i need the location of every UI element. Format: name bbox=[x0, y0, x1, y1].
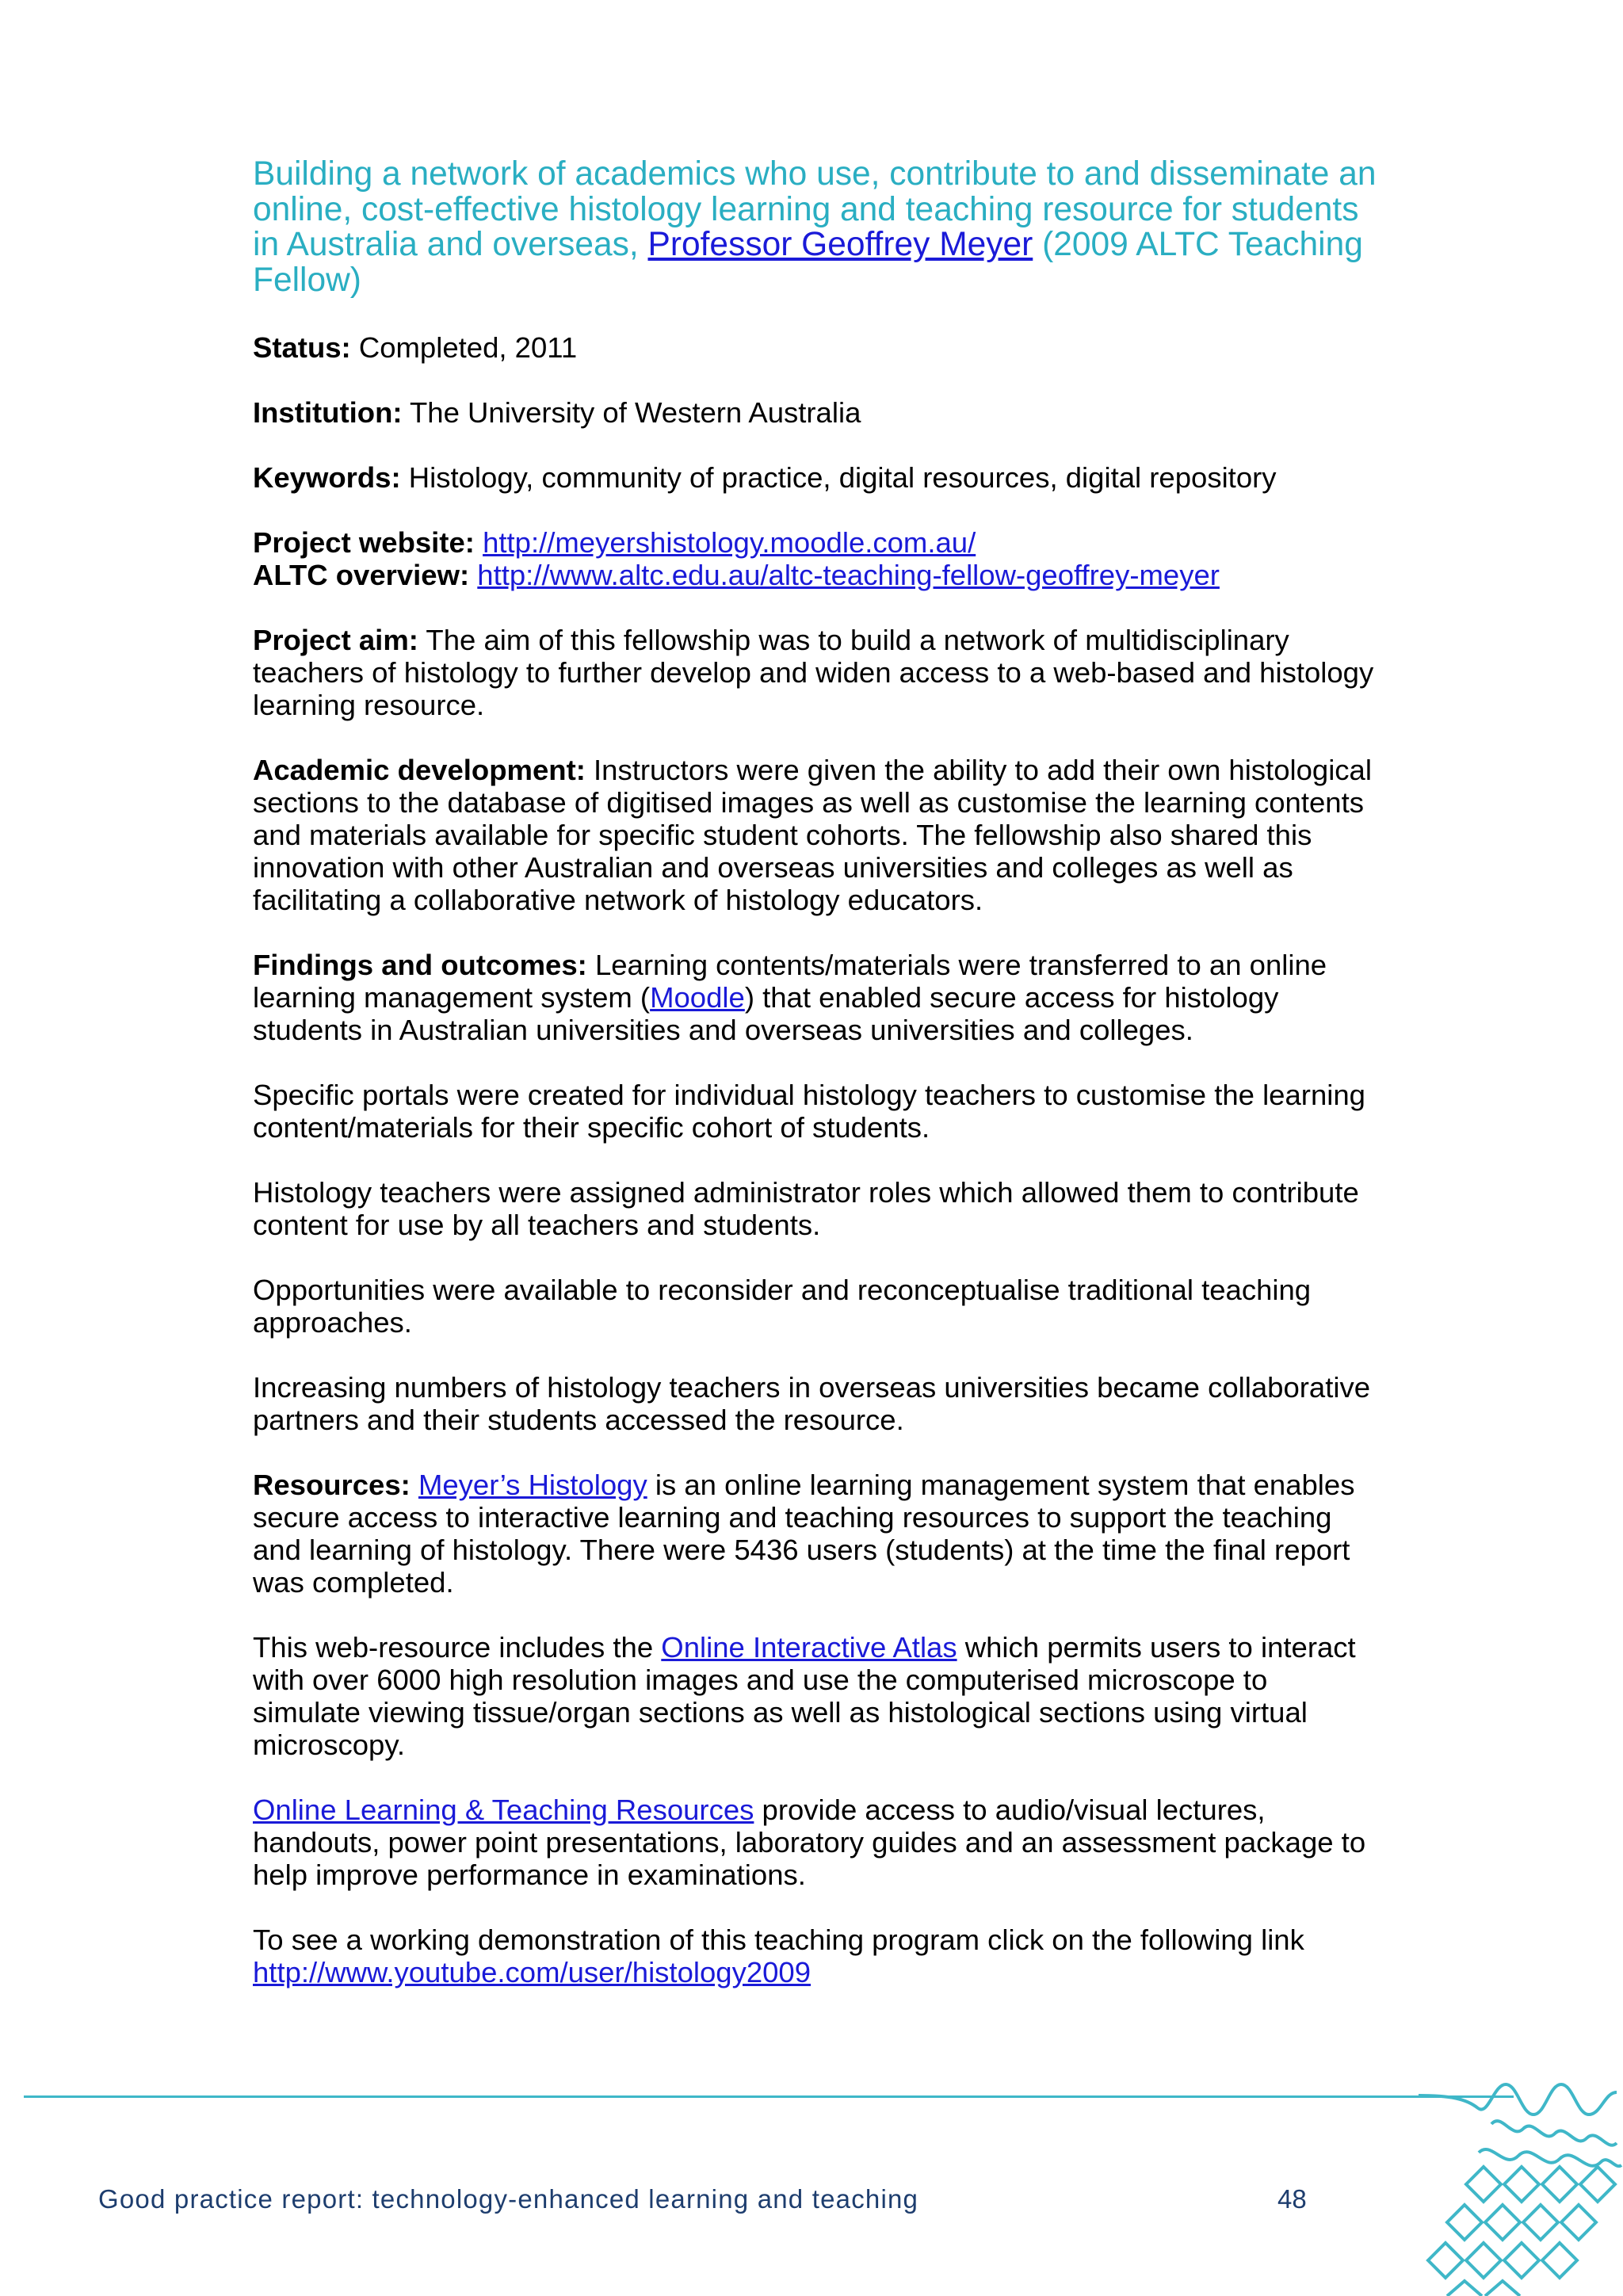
atlas-paragraph: This web-resource includes the Online Interactive Atlas which permits users to interact with over 6000 high resolution images and use the computerised microscope to simulate viewing tissue/organ sections as well as histological sections using virtual microscopy. bbox=[253, 1631, 1356, 1761]
moodle-link[interactable]: Moodle bbox=[650, 981, 745, 1014]
project-aim-paragraph: Project aim: The aim of this fellowship was to build a network of multidisciplinary teachers of histology to further develop and widen access to a web-based and histology learning resource. bbox=[253, 624, 1374, 721]
page-number: 48 bbox=[1277, 2184, 1307, 2214]
project-website-link[interactable]: http://meyershistology.moodle.com.au/ bbox=[483, 526, 976, 559]
altc-overview-line: ALTC overview: http://www.altc.edu.au/altc-teaching-fellow-geoffrey-meyer bbox=[253, 559, 1220, 591]
findings-paragraph: Findings and outcomes: Learning contents/materials were transferred to an online learning management system (Moodle) that enabled secure access for histology students in Australian universities and overseas universities and colleges. bbox=[253, 949, 1327, 1046]
status-line: Status: Completed, 2011 bbox=[253, 331, 578, 364]
project-website-line: Project website: http://meyershistology.moodle.com.au/ bbox=[253, 526, 976, 559]
diamond-wave-icon bbox=[1419, 2076, 1623, 2296]
academic-development-paragraph: Academic development: Instructors were given the ability to add their own histological sections to the database of digitised images as well as customise the learning contents and materials available for specific student cohorts. The fellowship also shared this innovation with other Australian and overseas universities and colleges as well as facilitating a collaborative network of histology educators. bbox=[253, 754, 1372, 916]
youtube-link[interactable]: http://www.youtube.com/user/histology2009 bbox=[253, 1956, 812, 1988]
footer-divider bbox=[24, 2095, 1514, 2098]
professor-link[interactable]: Professor Geoffrey Meyer bbox=[647, 226, 1033, 263]
admin-paragraph: Histology teachers were assigned administrator roles which allowed them to contribute content for use by all teachers and students. bbox=[253, 1176, 1359, 1241]
meyers-histology-link[interactable]: Meyer’s Histology bbox=[418, 1469, 647, 1501]
opportunities-paragraph: Opportunities were available to reconsider and reconceptualise traditional teaching approaches. bbox=[253, 1274, 1312, 1339]
altc-overview-link[interactable]: http://www.altc.edu.au/altc-teaching-fellow-geoffrey-meyer bbox=[477, 559, 1220, 591]
demo-paragraph: To see a working demonstration of this teaching program click on the following link http://www.youtube.com/user/histology2009 bbox=[253, 1924, 1304, 1988]
page-title: Building a network of academics who use, contribute to and disseminate an online, cost-effective histology learning and teaching resource for students in Australia and overseas, Professor Geoffrey Meyer (2009 ALTC Teaching Fellow) bbox=[253, 155, 1377, 299]
portals-paragraph: Specific portals were created for individual histology teachers to customise the learning content/materials for their specific cohort of students. bbox=[253, 1079, 1365, 1144]
institution-line: Institution: The University of Western Australia bbox=[253, 396, 861, 429]
online-interactive-atlas-link[interactable]: Online Interactive Atlas bbox=[661, 1631, 957, 1664]
keywords-line: Keywords: Histology, community of practice, digital resources, digital repository bbox=[253, 461, 1277, 494]
increasing-paragraph: Increasing numbers of histology teachers in overseas universities became collaborative partners and their students accessed the resource. bbox=[253, 1371, 1371, 1436]
resources-paragraph: Resources: Meyer’s Histology is an online learning management system that enables secure access to interactive learning and teaching resources to support the teaching and learning of histology. There were 5436 users (students) at the time the final report was completed. bbox=[253, 1469, 1355, 1599]
online-learning-resources-link[interactable]: Online Learning & Teaching Resources bbox=[253, 1794, 754, 1826]
footer-report-title: Good practice report: technology-enhanced learning and teaching bbox=[98, 2184, 919, 2214]
olt-paragraph: Online Learning & Teaching Resources provide access to audio/visual lectures, handouts, power point presentations, laboratory guides and an assessment package to help improve performance in examinations. bbox=[253, 1794, 1366, 1891]
page-content bbox=[253, 157, 1378, 1988]
